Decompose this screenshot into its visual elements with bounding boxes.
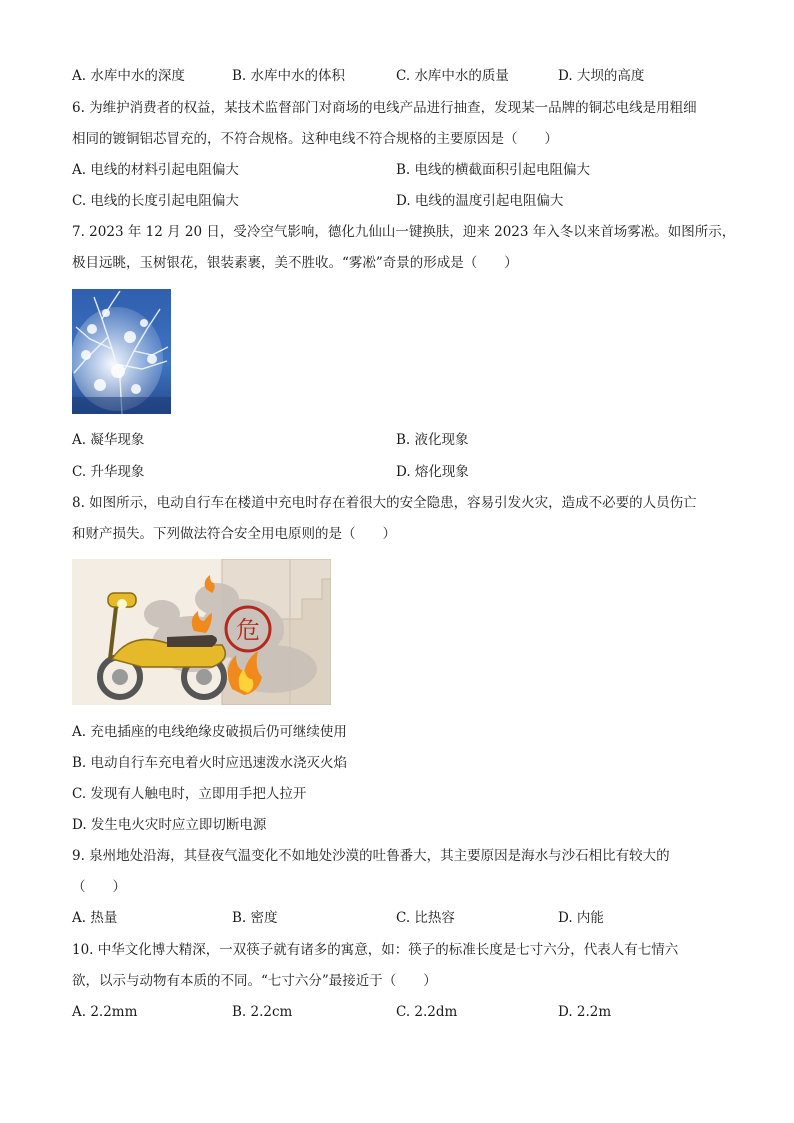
q5-option-a: A. 水库中水的深度 [72,68,185,84]
q9-option-d: D. 内能 [558,910,604,926]
q10-option-d: D. 2.2m [558,1004,612,1020]
q7-option-b: B. 液化现象 [396,432,469,448]
q6-stem-line2: 相同的镀铜铝芯冒充的，不符合规格。这种电线不符合规格的主要原因是（ ） [72,131,558,147]
rime-tree-image [72,289,171,414]
rime-photo [72,289,171,414]
q10-option-c: C. 2.2dm [396,1004,458,1020]
q9-option-a: A. 热量 [72,910,118,926]
q7-option-c: C. 升华现象 [72,464,145,480]
q8-option-b: B. 电动自行车充电着火时应迅速泼水浇灭火焰 [72,755,348,771]
q8-stem-line2: 和财产损失。下列做法符合安全用电原则的是（ ） [72,526,396,542]
q7-option-a: A. 凝华现象 [72,432,145,448]
ebike-fire-illustration [72,559,331,705]
q9-stem-line2: （ ） [72,879,126,895]
q7-option-d: D. 熔化现象 [396,464,469,480]
q9-stem-line1: 9. 泉州地处沿海，其昼夜气温变化不如地处沙漠的吐鲁番大，其主要原因是海水与沙石相比有较大的 [72,848,670,864]
q6-stem-line1: 6. 为维护消费者的权益，某技术监督部门对商场的电线产品进行抽查，发现某一品牌的铜芯电线是用粗细 [72,100,697,116]
q8-option-c: C. 发现有人触电时，立即用手把人拉开 [72,786,307,802]
q6-option-a: A. 电线的材料引起电阻偏大 [72,162,239,178]
q9-option-b: B. 密度 [232,910,278,926]
q10-option-b: B. 2.2cm [232,1004,293,1020]
svg-text:危: 危 [236,616,260,644]
q7-stem-line2: 极目远眺，玉树银花，银装素裹，美不胜收。“雾凇”奇景的形成是（ ） [72,255,518,271]
ebike-fire-image [72,559,331,705]
q10-stem-line1: 10. 中华文化博大精深，一双筷子就有诸多的寓意，如：筷子的标准长度是七寸六分，代表人有七情六 [72,942,679,958]
q8-stem-line1: 8. 如图所示，电动自行车在楼道中充电时存在着很大的安全隐患，容易引发火灾，造成不必要的人员伤亡 [72,495,697,511]
q5-option-c: C. 水库中水的质量 [396,68,509,84]
q5-option-d: D. 大坝的高度 [558,68,645,84]
q8-option-d: D. 发生电火灾时应立即切断电源 [72,817,267,833]
q6-option-b: B. 电线的横截面积引起电阻偏大 [396,162,591,178]
q8-option-a: A. 充电插座的电线绝缘皮破损后仍可继续使用 [72,724,347,740]
q10-stem-line2: 欲，以示与动物有本质的不同。“七寸六分”最接近于（ ） [72,973,437,989]
q6-option-d: D. 电线的温度引起电阻偏大 [396,193,564,209]
q6-option-c: C. 电线的长度引起电阻偏大 [72,193,239,209]
q9-option-c: C. 比热容 [396,910,455,926]
q5-option-b: B. 水库中水的体积 [232,68,346,84]
q10-option-a: A. 2.2mm [72,1004,138,1020]
q7-stem-line1: 7. 2023 年 12 月 20 日，受冷空气影响，德化九仙山一键换肤，迎来 2023 年入冬以来首场雾凇。如图所示， [72,224,736,240]
